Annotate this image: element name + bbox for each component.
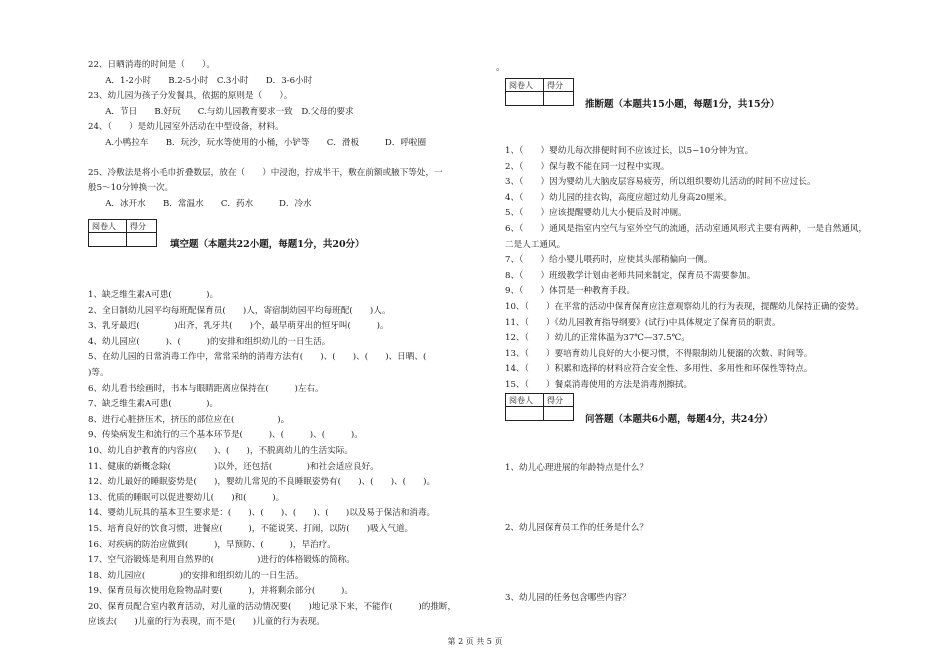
judge-item: 二是人工通风。 bbox=[505, 239, 566, 250]
judge-items bbox=[505, 144, 905, 394]
judge-item: 12、（ ）幼儿的正常体温为37℃—37.5℃。 bbox=[505, 333, 690, 344]
fill-item: 16、对疾病的防治应做到( )，早预防、( )，早治疗。 bbox=[88, 539, 336, 550]
qa-item: 2、幼儿园保育员工作的任务是什么？ bbox=[505, 523, 648, 533]
question-line: 23、幼儿园为孩子分发餐具，依据的原则是（ ）。 bbox=[88, 91, 293, 102]
judge-item: 7、（ ）给小婴儿喂药时，应使其头部稍偏向一侧。 bbox=[505, 255, 713, 266]
judge-item: 15、（ ）餐桌消毒使用的方法是消毒剂擦拭。 bbox=[505, 379, 693, 390]
qa-item: 3、幼儿园的任务包含哪些内容？ bbox=[505, 593, 631, 603]
qa-section-title: 问答题（本题共6小题，每题4分，共24分） bbox=[585, 414, 773, 425]
fill-item: 2、全日制幼儿园平均每班配保育员( )人，寄宿制幼园平均每班配( )人。 bbox=[88, 305, 391, 316]
judge-item: 14、（ ）积累和选择的材料应符合安全性、多用性、多用性和环保性等特点。 bbox=[505, 364, 813, 375]
reviewer-label: 阅卷人 bbox=[89, 220, 127, 233]
judge-item: 10、（ ）在平常的活动中保育保育应注意观察幼儿的行为表现，提醒幼儿保持正确的姿势。 bbox=[505, 301, 864, 312]
question-line: 24、（ ）是幼儿园室外活动在中型设备，材料。 bbox=[88, 122, 284, 133]
options-line: A.小鸭拉车 B．玩沙，玩水等使用的小桶，小铲等 C．滑板 D．呼啦圈 bbox=[88, 137, 427, 148]
fill-item: 1、缺乏维生素A可患( )。 bbox=[88, 290, 219, 300]
score-cell[interactable] bbox=[544, 407, 574, 421]
options-line: A．冰开水 B．常温水 C．药水 D．冷水 bbox=[88, 198, 312, 209]
fill-score-box bbox=[88, 219, 157, 247]
fill-item: 13、优质的睡眠可以促进婴幼儿( )和( )。 bbox=[88, 492, 285, 503]
fill-item: 6、幼儿看书绘画时，书本与眼睛距离应保持在( )左右。 bbox=[88, 383, 324, 394]
fill-item: 19、保育员每次使用危险物品时要( )，并将剩余部分( )。 bbox=[88, 586, 353, 597]
judge-item: 8、（ ）班级教学计划由老师共同来制定，保育员不需要参加。 bbox=[505, 270, 756, 281]
options-line: A．节日 B.好玩 C.与幼儿园教育要求一致 D.父母的要求 bbox=[88, 106, 354, 117]
score-label: 得分 bbox=[544, 394, 574, 407]
judge-item: 6、（ ）通风是指室内空气与室外空气的流通，活动室通风形式主要有两种，一是自然通风， bbox=[505, 223, 868, 234]
reviewer-cell[interactable] bbox=[506, 92, 544, 106]
score-cell[interactable] bbox=[127, 233, 157, 247]
reviewer-label: 阅卷人 bbox=[506, 394, 544, 407]
fill-item: 10、幼儿自护教育的内容应( )、( )，不脱离幼儿的生活实际。 bbox=[88, 445, 353, 456]
question-line: 般5～10分钟换一次。 bbox=[88, 183, 174, 194]
judge-item: 11、（ ）《幼儿园教育指导纲要》(试行)中具体规定了保育员的职责。 bbox=[505, 317, 781, 328]
fill-item: 8、进行心脏挤压术，挤压的部位应在( )。 bbox=[88, 414, 290, 425]
judge-section-title: 推断题（本题共15小题，每题1分，共15分） bbox=[585, 99, 780, 110]
options-line: A．1-2小时 B.2-5小时 C.3小时 D．3-6小时 bbox=[88, 75, 313, 86]
judge-item: 3、（ ）因为婴幼儿大脑皮层容易疲劳，所以组织婴幼儿活动的时间不应过长。 bbox=[505, 177, 816, 188]
judge-item: 2、（ ）保与教不能在同一过程中实现。 bbox=[505, 161, 670, 172]
fill-item: 18、幼儿园应( )的安排和组织幼儿的一日生活。 bbox=[88, 570, 304, 581]
punctuation-mark: 。 bbox=[496, 63, 506, 73]
question-line: 25、冷敷法是将小毛巾折叠数层，放在（ ）中浸泡，拧成半干，敷在前额或腋下等处，一 bbox=[88, 167, 443, 178]
judge-item: 4、（ ）幼儿园的挂衣钩，高度应超过幼儿身高20厘米。 bbox=[505, 192, 732, 203]
fill-items bbox=[88, 288, 493, 631]
fill-section-title: 填空题（本题共22小题，每题1分，共20分） bbox=[170, 239, 365, 250]
fill-item: 9、传染病发生和流行的三个基本环节是( )、( )、( )。 bbox=[88, 430, 363, 441]
fill-item: 15、培育良好的饮食习惯，进餐应( )，不能说笑、打闹，以防( )吸入气道。 bbox=[88, 523, 414, 534]
fill-item: 7、缺乏维生素A可患( )。 bbox=[88, 399, 219, 410]
reviewer-cell[interactable] bbox=[89, 233, 127, 247]
score-label: 得分 bbox=[544, 79, 574, 92]
page-number: 第 2 页 共 5 页 bbox=[447, 637, 503, 646]
qa-score-box bbox=[505, 393, 574, 421]
fill-item: 20、保育员配合室内教育活动，对儿童的活动情况要( )地记录下来，不能作( )的推断， bbox=[88, 601, 457, 612]
reviewer-cell[interactable] bbox=[506, 407, 544, 421]
judge-score-box bbox=[505, 78, 574, 106]
fill-item: 5、在幼儿园的日常消毒工作中，常常采纳的消毒方法有( )、( )、( )、日晒、( bbox=[88, 352, 444, 363]
judge-item: 13、（ ）要培育幼儿良好的大小便习惯，不得限制幼儿便溺的次数、时间等。 bbox=[505, 348, 813, 359]
reviewer-label: 阅卷人 bbox=[506, 79, 544, 92]
judge-item: 1、（ ）婴幼儿每次排便时间不应该过长，以5~10分钟为宜。 bbox=[505, 146, 754, 156]
fill-item: 11、健康的新概念除( )以外，还包括( )和社会适应良好。 bbox=[88, 461, 379, 472]
fill-item: 12、幼儿最好的睡眠姿势是( )，婴幼儿常见的不良睡眠姿势有( )、( )、( )。 bbox=[88, 477, 436, 488]
question-line: 22、日晒消毒的时间是（ ）。 bbox=[88, 60, 215, 70]
score-cell[interactable] bbox=[544, 92, 574, 106]
choice-section-continued bbox=[88, 58, 488, 212]
score-label: 得分 bbox=[127, 220, 157, 233]
qa-item: 1、幼儿心理进展的年龄特点是什么？ bbox=[505, 463, 648, 473]
fill-item: 14、婴幼儿玩具的基本卫生要求是：( )、( )、( )、( )以及易于保洁和消毒。 bbox=[88, 508, 436, 519]
fill-item: 4、幼儿园应( )、( )的安排和组织幼儿的一日生活。 bbox=[88, 336, 331, 347]
fill-item: 应该去( )儿童的行为表现，而不是( )儿童的行为表现。 bbox=[88, 617, 325, 628]
fill-item: )等。 bbox=[88, 367, 109, 378]
fill-item: 17、空气浴锻炼是利用自然界的( )进行的体格锻炼的简称。 bbox=[88, 555, 355, 566]
judge-item: 9、（ ）体罚是一种教育手段。 bbox=[505, 286, 636, 297]
judge-item: 5、（ ）应该提醒婴幼儿大小便后及时冲厕。 bbox=[505, 208, 687, 219]
fill-item: 3、乳牙最迟( )出齐，乳牙共( )个，最早萌芽出的恒牙叫( )。 bbox=[88, 321, 389, 332]
